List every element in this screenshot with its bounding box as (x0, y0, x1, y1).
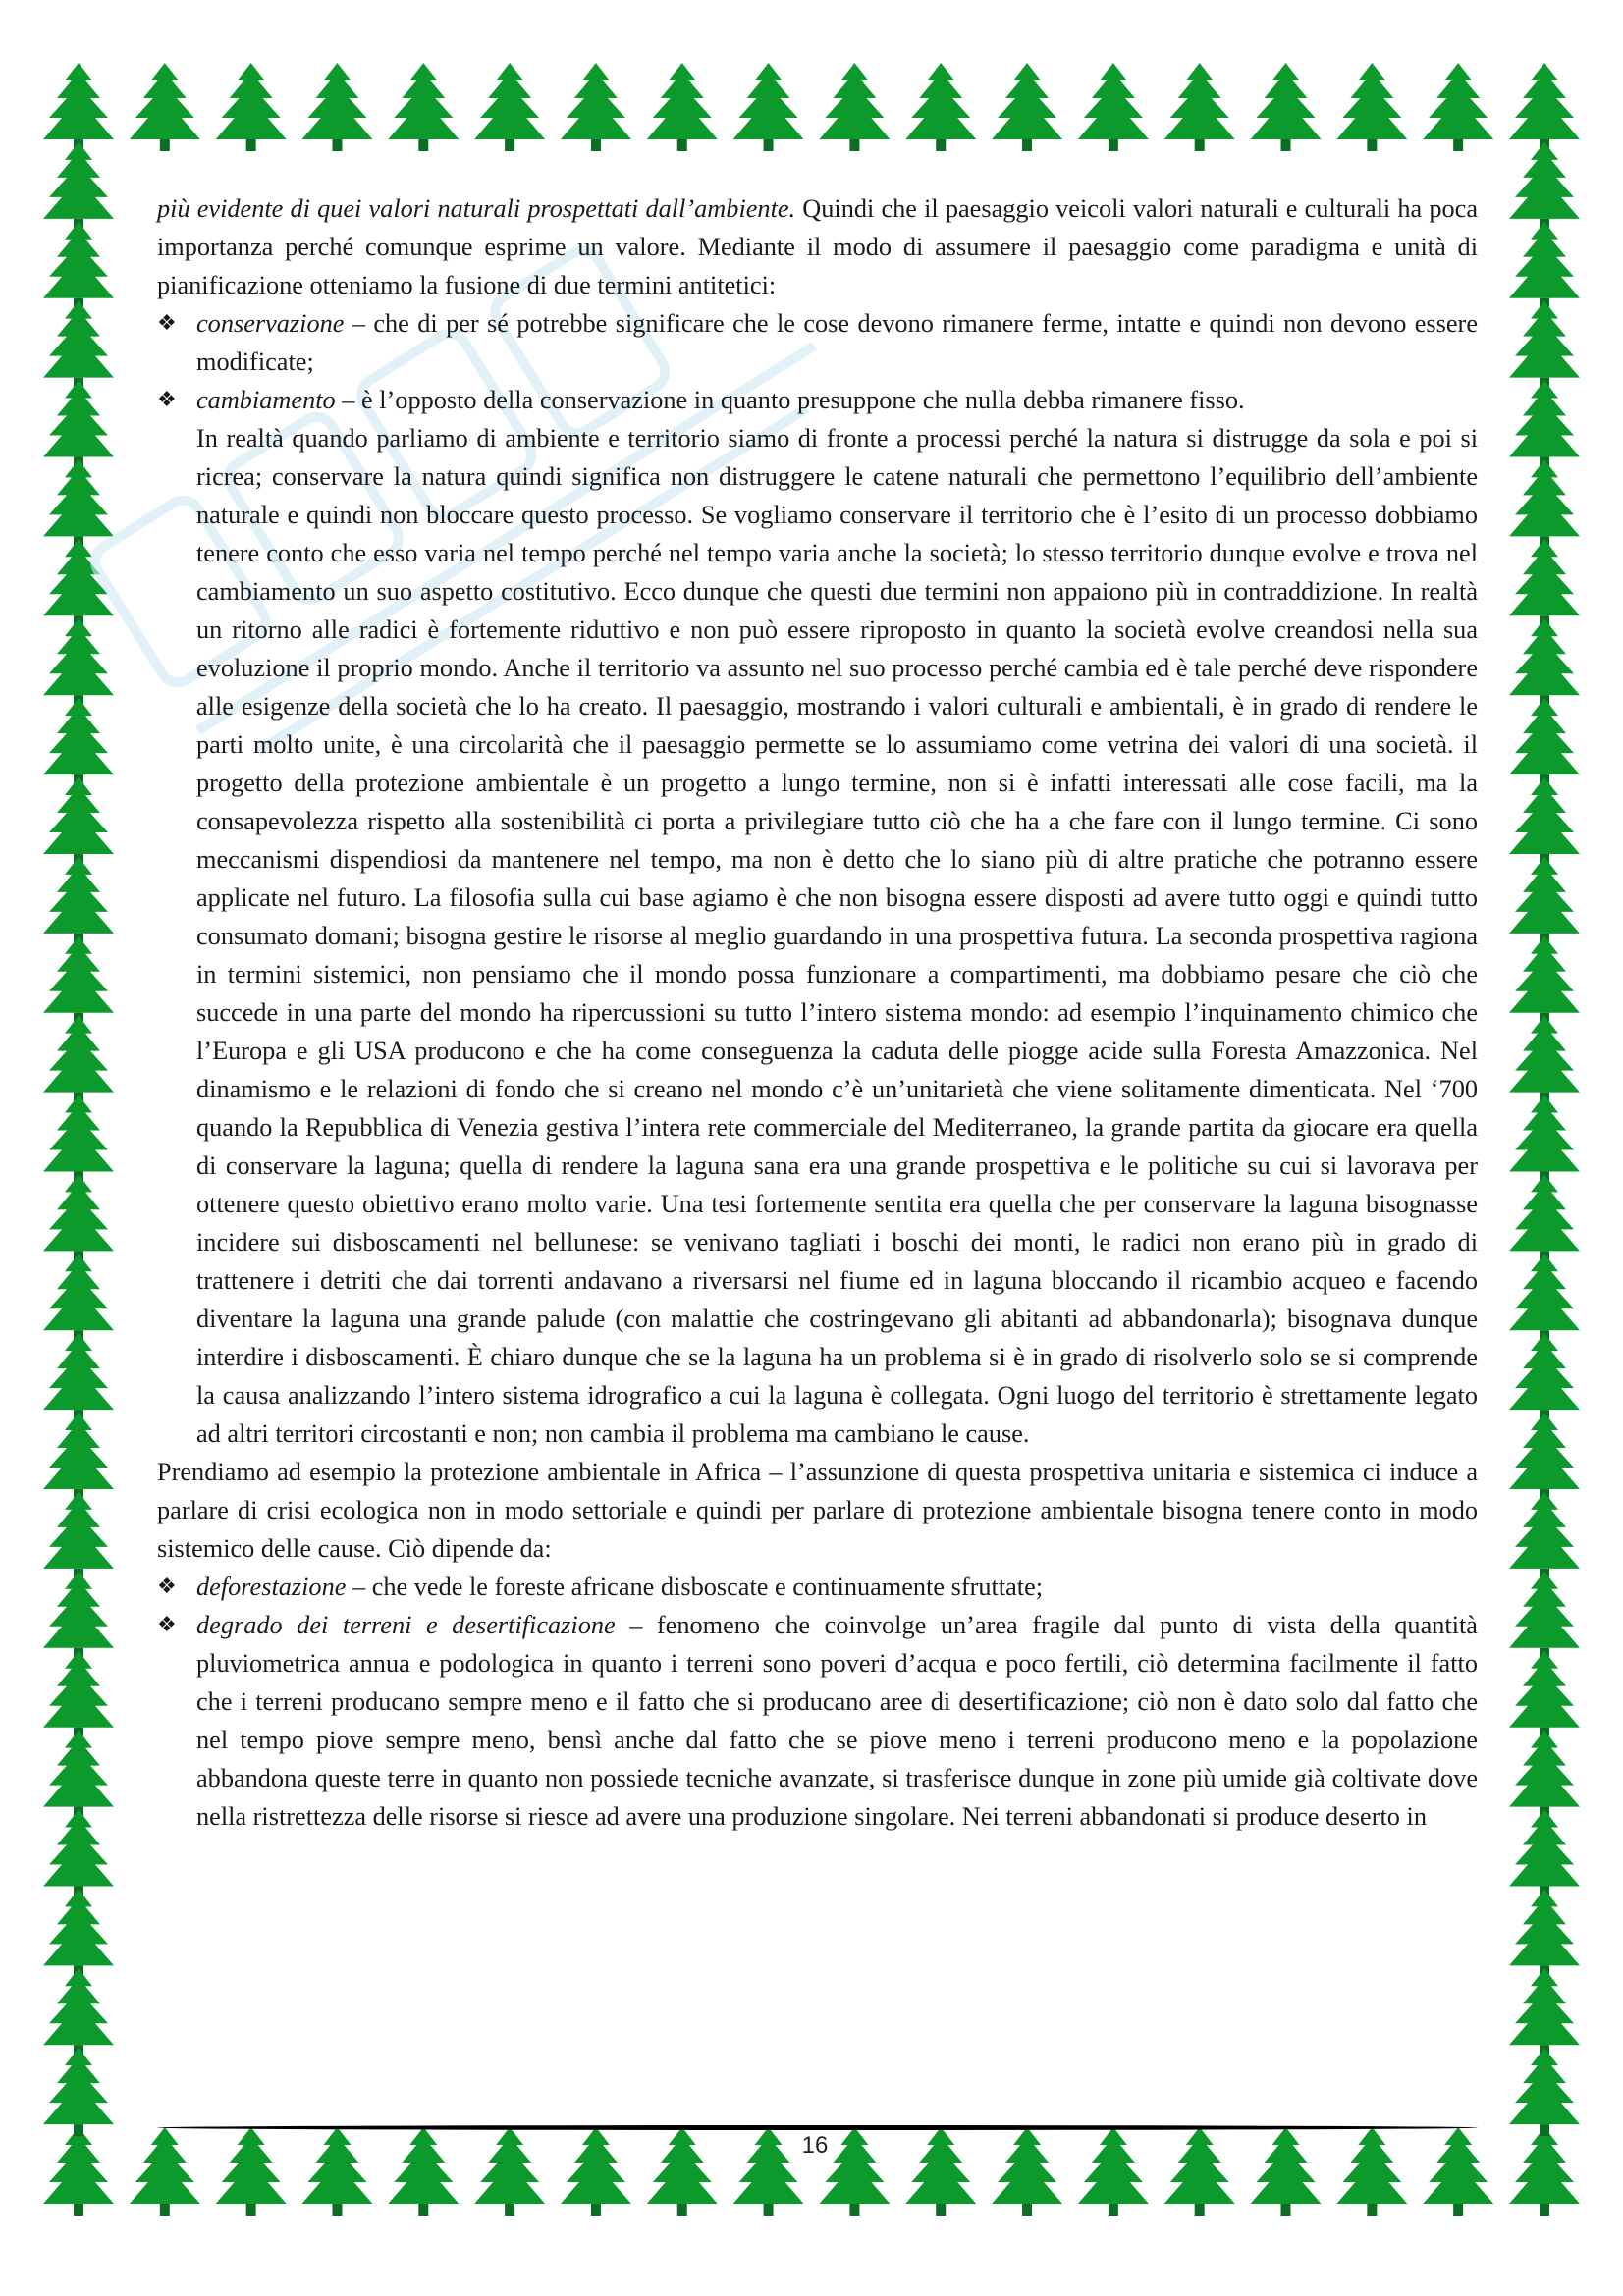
bullet-cambiamento (157, 381, 1478, 419)
tree-icon (474, 63, 545, 151)
tree-icon (1509, 1095, 1580, 1184)
tree-icon (905, 63, 976, 151)
intro-text: Quindi che il paesaggio veicoli valori naturali e culturali ha poca importanza perché comunque esprime un valore. Mediante il modo di assumere il paesaggio come paradigma e unità di pianificazione otteniamo la fusione di due termini antitetici: (157, 194, 1478, 299)
main-paragraph: In realtà quando parliamo di ambiente e territorio siamo di fronte a processi perché la natura si distrugge da sola e poi si ricrea; conservare la natura quindi significa non distruggere le catene naturali che permettono l’equilibrio dell’ambiente naturale e quindi non bloccare questo processo. Se vogliamo conservare il territorio che è l’esito di un processo dobbiamo tenere conto che esso varia nel tempo perché nel tempo varia anche la società; lo stesso territorio dunque evolve e trova nel cambiamento un suo aspetto costitutivo. Ecco dunque che questi due termini non appaiono più in contraddizione. In realtà un ritorno alle radici è fortemente riduttivo e non può essere riproposto in quanto la società evolve creandosi nella sua evoluzione il proprio mondo. Anche il territorio va assunto nel suo processo perché cambia ed è tale perché deve rispondere alle esigenze della società che lo ha creato. Il paesaggio, mostrando i valori culturali e ambientali, è in grado di rendere le parti molto unite, è una circolarità che il paesaggio permette se lo assumiamo come vetrina dei valori di una società. il progetto della protezione ambientale è un progetto a lungo termine, non si è infatti interessati alle cose facili, ma la consapevolezza rispetto alla sostenibilità ci porta a privilegiare tutto ciò che ha a che fare con il lungo termine. Ci sono meccanismi dispendiosi da mantenere nel tempo, ma non è detto che lo siano più di altre pratiche che potranno essere applicate nel futuro. La filosofia sulla cui base agiamo è che non bisogna essere disposti ad avere tutto oggi e quindi tutto consumato domani; bisogna gestire le risorse al meglio guardando in una prospettiva futura. La seconda prospettiva ragiona in termini sistemici, non pensiamo che il mondo possa funzionare a compartimenti, ma dobbiamo pesare che ciò che succede in una parte del mondo ha ripercussioni su tutto l’intero sistema mondo: ad esempio l’inquinamento chimico che l’Europa e gli USA producono e che ha come conseguenza la caduta delle piogge acide sulla Foresta Amazzonica. Nel dinamismo e le relazioni di fondo che si creano nel mondo c’è un’unitarietà che viene solitamente dimenticata. Nel ‘700 quando la Repubblica di Venezia gestiva l’intera rete commerciale del Mediterraneo, la grande partita da giocare era quella di conservare la laguna; quella di rendere la laguna sana era una grande prospettiva e le politiche su cui si lavorava per ottenere questo obiettivo erano molto varie. Una tesi fortemente sentita era quella che per conservare la laguna bisognasse incidere sui disboscamenti nel bellunese: se venivano tagliati i boschi dei monti, le radici non erano più in grado di trattenere i detriti che dai torrenti andavano a riversarsi nel fiume ed in laguna bloccando il ricambio acqueo e facendo diventare la laguna una grande palude (con malattie che costringevano gli abitanti ad abbandonarla); bisognava dunque interdire i disboscamenti. È chiaro dunque che se la laguna ha un problema si è in grado di risolverlo solo se si comprende la causa analizzando l’intero sistema idrografico a cui la laguna è collegata. Ogni luogo del territorio è strettamente legato ad altri territori circostanti e non; non cambia il problema ma cambiano le cause. (196, 424, 1478, 1448)
tree-icon (647, 63, 718, 151)
tree-icon (301, 2127, 372, 2216)
tree-icon (1423, 2127, 1493, 2216)
document-body (157, 189, 1478, 1836)
tree-icon (1336, 2127, 1407, 2216)
tree-icon (43, 459, 114, 548)
tree-icon (1509, 777, 1580, 866)
tree-icon (1509, 1731, 1580, 1819)
tree-icon (1509, 459, 1580, 548)
tree-icon (733, 63, 804, 151)
tree-icon (43, 1174, 114, 1262)
tree-icon (43, 1809, 114, 1897)
tree-icon (43, 1492, 114, 1580)
tree-icon (43, 1095, 114, 1184)
bullet-term: deforestazione (196, 1573, 347, 1601)
tree-icon (1509, 1413, 1580, 1501)
tree-icon (1251, 2127, 1322, 2216)
tree-icon (1509, 1572, 1580, 1660)
tree-icon (1509, 618, 1580, 707)
bullet-term: cambiamento (196, 386, 336, 414)
bullet-text: – fenomeno che coinvolge un’area fragile dal punto di vista della quantità pluviometrica annua e podologica in quanto i terreni sono poveri d’acqua e poco fertili, ciò determina facilmente il fatto che i terreni producano sempre meno e il fatto che si producano aree di desertificazione; ciò non è dato solo dal fatto che nel tempo piove sempre meno, bensì anche dal fatto che se piove meno i terreni producono meno e la popolazione abbandona queste terre in quanto non possiede tecniche avanzate, si trasferisce dunque in zone più umide già coltivate dove nella ristrettezza delle risorse si riesce ad avere una produzione singolare. Nei terreni abbandonati si produce deserto in (196, 1611, 1478, 1831)
tree-icon (1509, 1651, 1580, 1739)
intro-paragraph (157, 189, 1478, 304)
tree-icon (1509, 1968, 1580, 2056)
tree-icon (1509, 1254, 1580, 1342)
tree-icon (43, 618, 114, 707)
tree-icon (43, 2127, 114, 2216)
tree-icon (1509, 2127, 1580, 2216)
tree-icon (43, 1889, 114, 1977)
tree-icon (43, 1572, 114, 1660)
tree-icon (1509, 1333, 1580, 1421)
tree-icon (1078, 63, 1149, 151)
tree-icon (1509, 1492, 1580, 1580)
tree-icon (43, 2048, 114, 2136)
diamond-bullet-icon: ❖ (157, 388, 177, 412)
tree-icon (43, 301, 114, 390)
tree-icon (1509, 381, 1580, 469)
bullet-text: – che vede le foreste africane disboscate e continuamente sfruttate; (346, 1573, 1044, 1601)
bullet-term: conservazione (196, 309, 345, 338)
tree-icon (43, 539, 114, 627)
tree-icon (1509, 698, 1580, 786)
tree-icon (647, 2127, 718, 2216)
tree-icon (992, 2127, 1062, 2216)
tree-icon (561, 2127, 631, 2216)
diamond-bullet-icon: ❖ (157, 311, 177, 336)
tree-icon (130, 2127, 200, 2216)
tree-icon (1509, 1016, 1580, 1104)
tree-icon (43, 1413, 114, 1501)
tree-icon (43, 1968, 114, 2056)
tree-icon (1164, 63, 1235, 151)
tree-icon (130, 63, 200, 151)
bullet-desertificazione (157, 1606, 1478, 1836)
tree-icon (1509, 142, 1580, 231)
tree-icon (301, 63, 372, 151)
tree-icon (43, 698, 114, 786)
tree-icon (1509, 1174, 1580, 1262)
tree-icon (43, 1731, 114, 1819)
diamond-bullet-icon: ❖ (157, 1575, 177, 1599)
tree-icon (43, 142, 114, 231)
tree-icon (1509, 539, 1580, 627)
tree-icon (1509, 1809, 1580, 1897)
tree-icon (1336, 63, 1407, 151)
bullet-deforestazione (157, 1568, 1478, 1606)
tree-icon (561, 63, 631, 151)
tree-icon (43, 1333, 114, 1421)
tree-icon (43, 222, 114, 310)
tree-icon (474, 2127, 545, 2216)
tree-icon (1423, 63, 1493, 151)
tree-icon (216, 2127, 287, 2216)
diamond-bullet-icon: ❖ (157, 1613, 177, 1637)
tree-icon (1509, 936, 1580, 1025)
tree-icon (43, 1651, 114, 1739)
page-number: 16 (801, 2132, 829, 2159)
tree-icon (43, 381, 114, 469)
footer-divider (157, 2125, 1478, 2130)
tree-icon (992, 63, 1062, 151)
tree-icon (216, 63, 287, 151)
tree-icon (388, 63, 459, 151)
tree-icon (1078, 2127, 1149, 2216)
tree-icon (43, 1254, 114, 1342)
tree-icon (1251, 63, 1322, 151)
tree-icon (43, 936, 114, 1025)
africa-paragraph: Prendiamo ad esempio la protezione ambientale in Africa – l’assunzione di questa prospettiva unitaria e sistemica ci induce a parlare di crisi ecologica non in modo settoriale e quindi per parlare di protezione ambientale bisogna tenere conto in modo sistemico delle cause. Ciò dipende da: (157, 1458, 1478, 1563)
bullet-text: – è l’opposto della conservazione in quanto presuppone che nulla debba rimanere fisso. (335, 386, 1245, 414)
bullet-text: – che di per sé potrebbe significare che le cose devono rimanere ferme, intatte e quindi non devono essere modificate; (196, 309, 1478, 376)
tree-icon (388, 2127, 459, 2216)
intro-italic-lead: più evidente di quei valori naturali prospettati dall’ambiente. (157, 194, 796, 223)
tree-icon (1509, 63, 1580, 151)
tree-icon (1509, 301, 1580, 390)
tree-icon (43, 63, 114, 151)
bullet-term: degrado dei terreni e desertificazione (196, 1611, 616, 1639)
tree-icon (1164, 2127, 1235, 2216)
tree-icon (43, 857, 114, 945)
tree-icon (1509, 857, 1580, 945)
tree-icon (819, 63, 890, 151)
tree-icon (1509, 1889, 1580, 1977)
tree-icon (1509, 2048, 1580, 2136)
tree-icon (43, 777, 114, 866)
tree-icon (905, 2127, 976, 2216)
tree-icon (1509, 222, 1580, 310)
bullet-conservazione (157, 304, 1478, 381)
tree-icon (43, 1016, 114, 1104)
